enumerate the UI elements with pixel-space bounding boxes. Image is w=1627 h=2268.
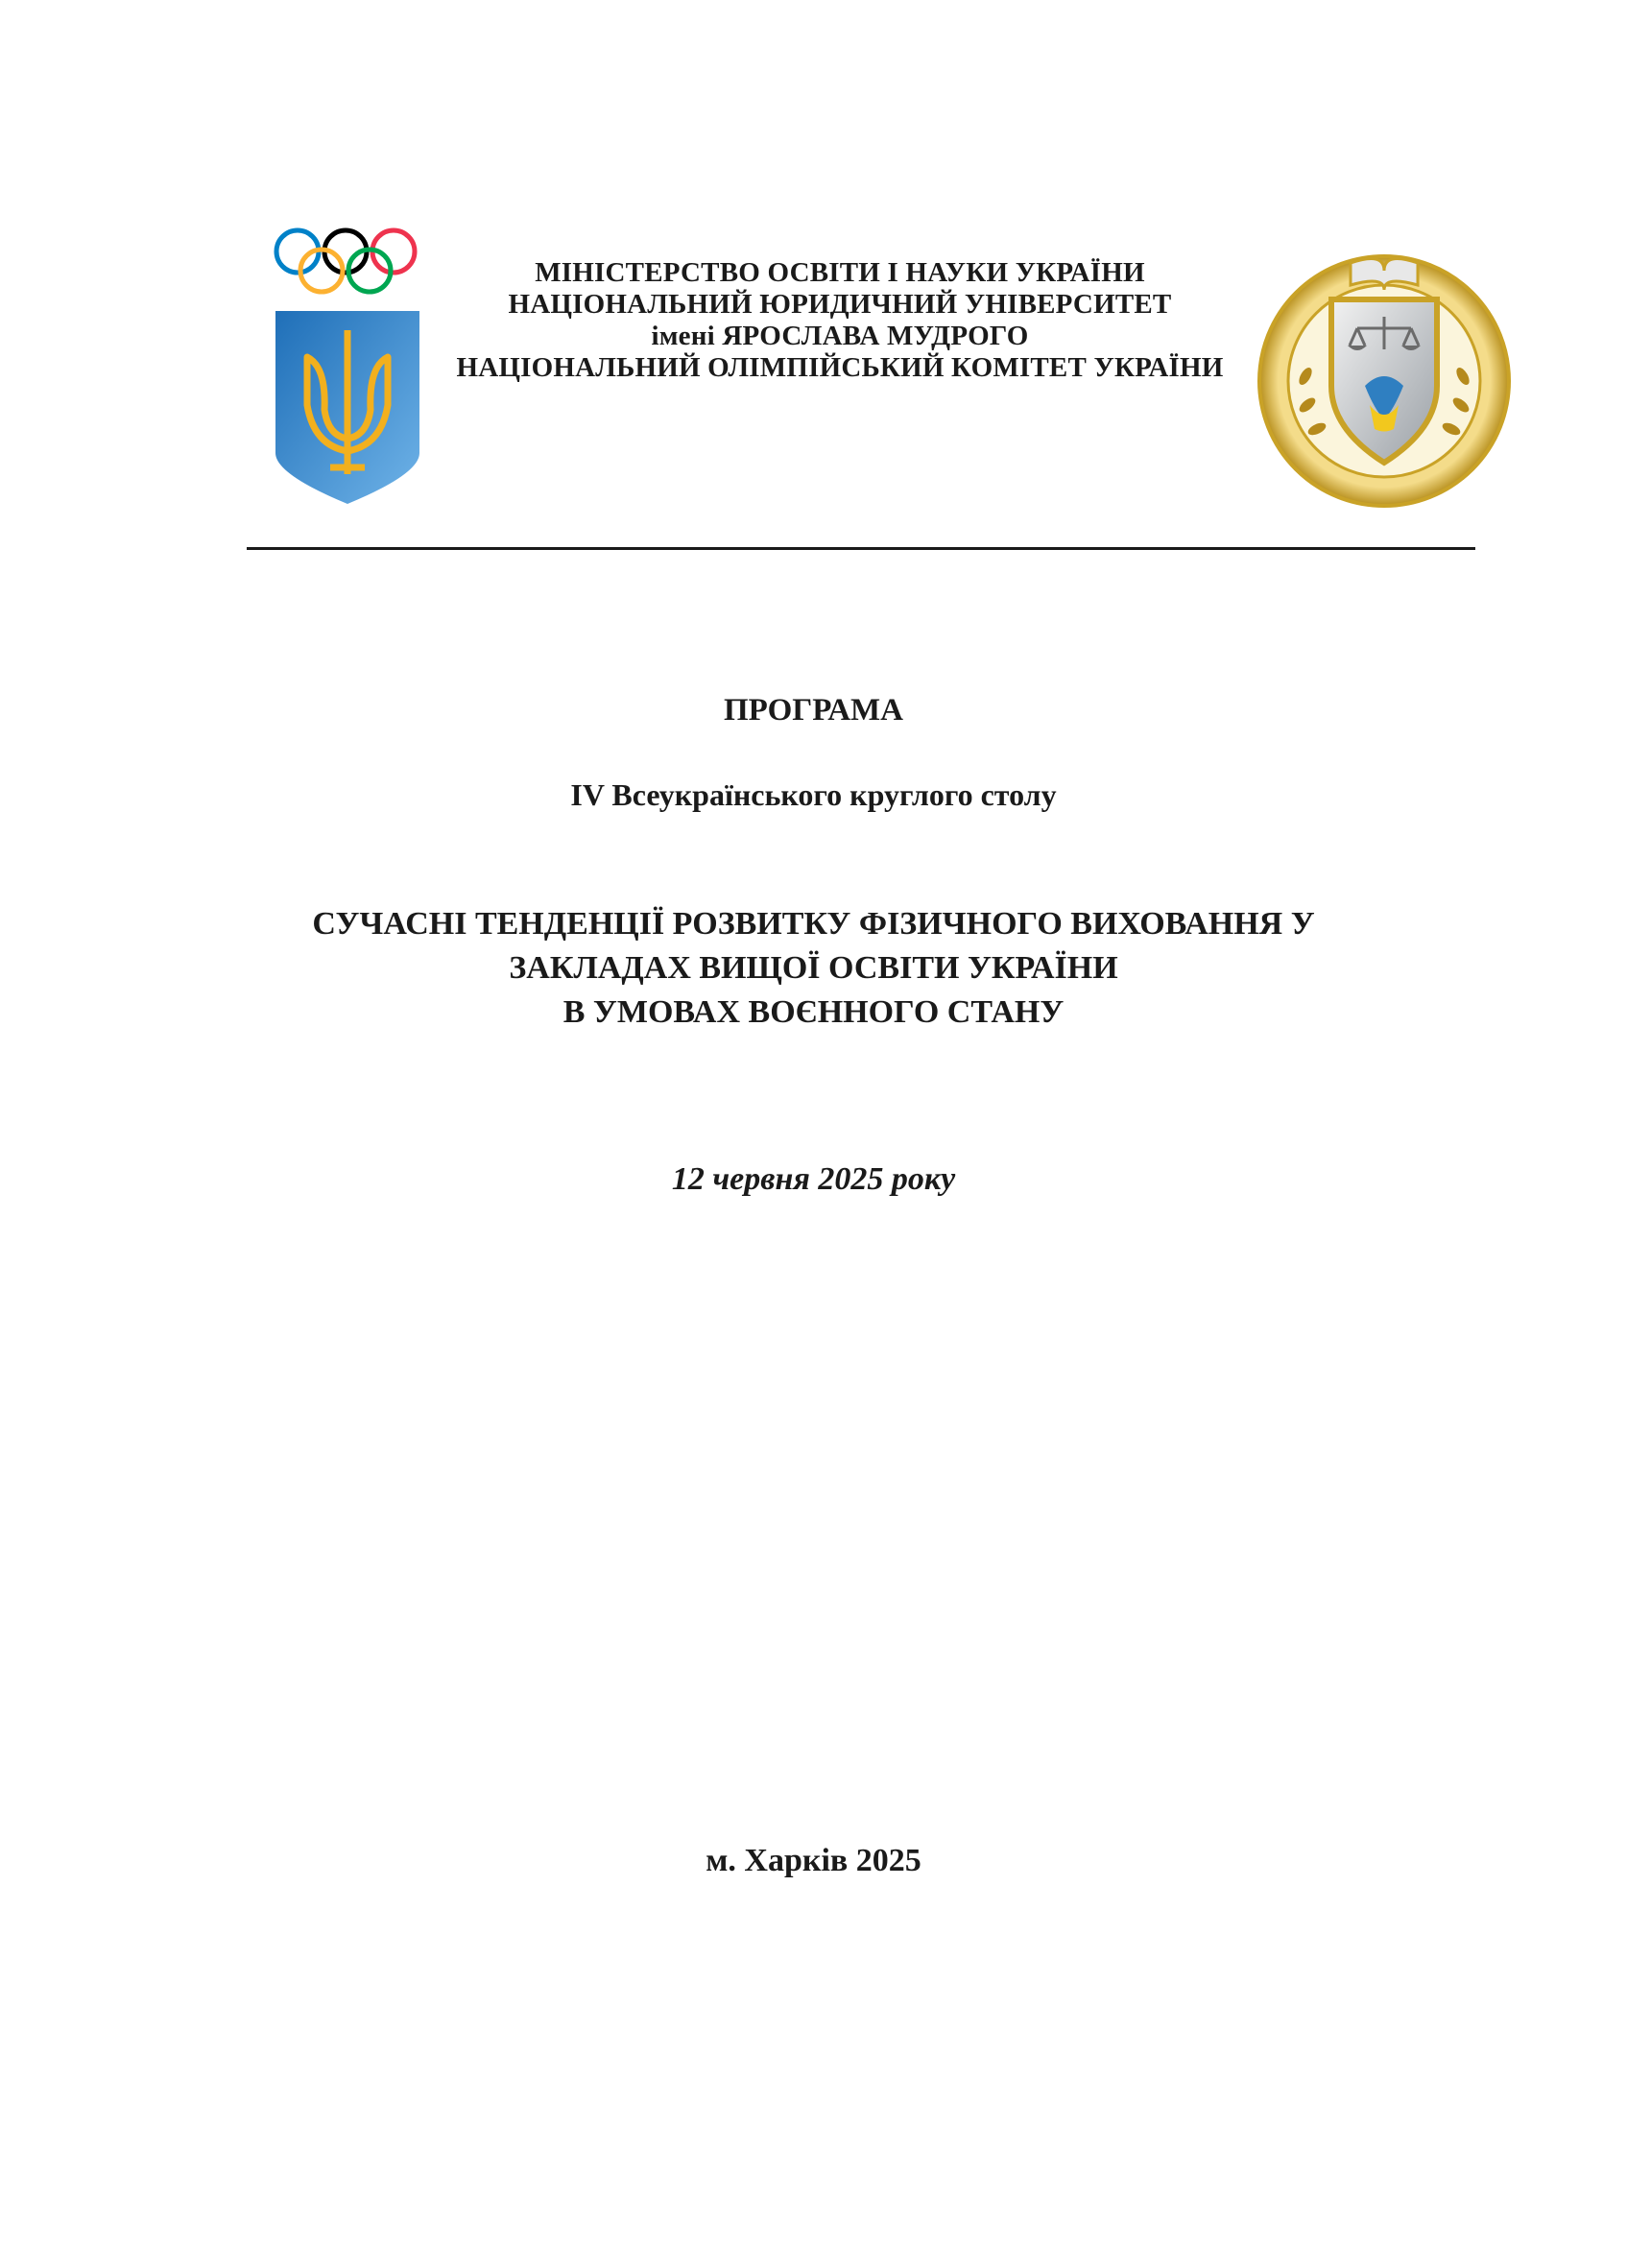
header-institutions — [422, 257, 1257, 384]
title-line-2: ЗАКЛАДАХ ВИЩОЇ ОСВІТИ УКРАЇНИ — [509, 950, 1118, 986]
event-name: IV Всеукраїнського круглого столу — [570, 777, 1057, 812]
document-type: ПРОГРАМА — [723, 693, 904, 728]
header-line-ministry: МІНІСТЕРСТВО ОСВІТИ І НАУКИ УКРАЇНИ — [535, 257, 1145, 288]
header-line-university-name: імені ЯРОСЛАВА МУДРОГО — [651, 321, 1029, 351]
title-line-3: В УМОВАХ ВОЄННОГО СТАНУ — [562, 994, 1065, 1030]
header-line-olympic-committee: НАЦІОНАЛЬНИЙ ОЛІМПІЙСЬКИЙ КОМІТЕТ УКРАЇНИ — [456, 352, 1224, 383]
header-line-university: НАЦІОНАЛЬНИЙ ЮРИДИЧНИЙ УНІВЕРСИТЕТ — [508, 289, 1172, 320]
place-and-year: м. Харків 2025 — [706, 1843, 921, 1878]
title-line-1: СУЧАСНІ ТЕНДЕНЦІЇ РОЗВИТКУ ФІЗИЧНОГО ВИХОВАННЯ У — [312, 906, 1315, 942]
event-date: 12 червня 2025 року — [671, 1161, 956, 1197]
olympic-rings-trident-shield-icon — [271, 223, 424, 506]
document-title — [0, 902, 1627, 1035]
header-divider — [247, 547, 1475, 550]
university-seal-icon — [1250, 242, 1519, 511]
